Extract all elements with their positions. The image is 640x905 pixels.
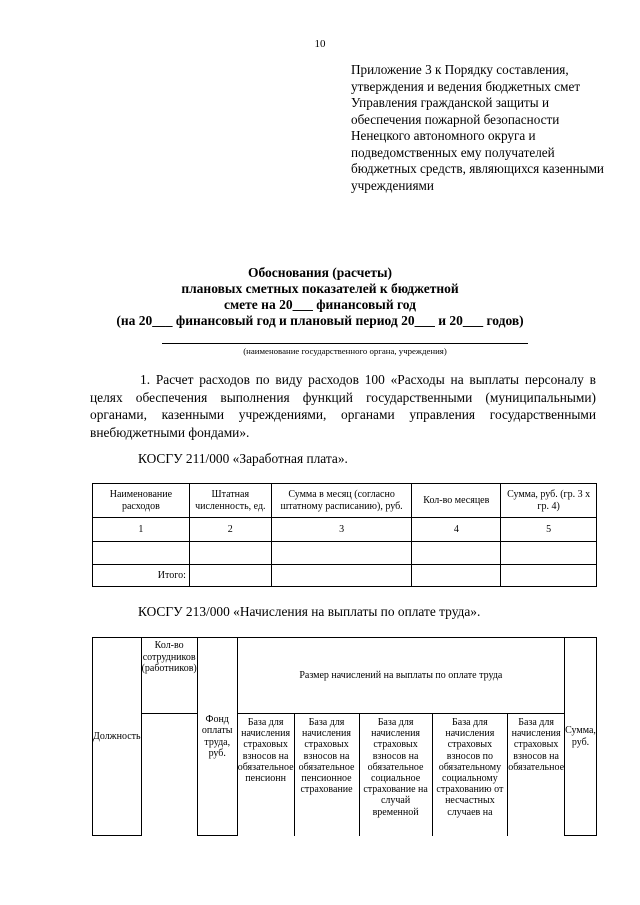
header-cell-sum: Сумма, руб. <box>565 638 597 836</box>
header-cell-staff-count: Штатная численность, ед. <box>189 484 271 518</box>
subheader-cell-accident-insurance-base: База для начисления страховых взносов по обязательному социальному страхованию от несчастных случаев на <box>432 714 508 836</box>
salary-table <box>92 483 597 587</box>
header-cell-payroll-fund: Фонд оплаты труда, руб. <box>197 638 237 836</box>
column-number-cell: 5 <box>501 518 597 542</box>
org-name-caption: (наименование государственного органа, учреждения) <box>243 346 447 356</box>
title-line-4: (на 20___ финансовый год и плановый период 20___ и 20___ годов) <box>116 313 524 328</box>
table-total-row <box>93 565 597 587</box>
document-title <box>90 265 550 329</box>
subheader-cell-temporary-disability-base: База для начисления страховых взносов на обязательное социальное страхование на случай временной <box>359 714 432 836</box>
column-number-cell: 4 <box>412 518 501 542</box>
kosgu-213-heading: КОСГУ 213/000 «Начисления на выплаты по оплате труда». <box>138 604 481 619</box>
table-row <box>93 542 597 565</box>
header-cell-position: Должность <box>93 638 142 836</box>
title-line-1: Обоснования (расчеты) <box>247 265 393 280</box>
empty-cell[interactable] <box>501 565 597 587</box>
contributions-table <box>92 637 597 836</box>
appendix-header: Приложение 3 к Порядку составления, утверждения и ведения бюджетных смет Управления гражданской защиты и обеспечения пожарной безопасности Ненецкого автономного округа и подведомственных ему получателей бюджетных средств, являющихся казенными учреждениями <box>351 62 604 193</box>
table-header-row <box>93 484 597 518</box>
title-line-3: смете на 20___ финансовый год <box>223 297 416 312</box>
subheader-cell-pension-base: База для начисления страховых взносов на обязательное пенсионн <box>237 714 294 836</box>
column-number-cell: 1 <box>93 518 190 542</box>
table-subheader-row <box>93 714 597 836</box>
header-cell-monthly-sum: Сумма в месяц (согласно штатному расписанию), руб. <box>271 484 412 518</box>
empty-cell <box>141 714 197 836</box>
header-cell-months-count: Кол-во месяцев <box>412 484 501 518</box>
subheader-cell-pension-insurance-base: База для начисления страховых взносов на обязательное пенсионное страхование <box>294 714 359 836</box>
header-cell-contributions-group: Размер начислений на выплаты по оплате труда <box>237 638 564 714</box>
empty-cell[interactable] <box>271 542 412 565</box>
header-cell-total-sum: Сумма, руб. (гр. 3 х гр. 4) <box>501 484 597 518</box>
empty-cell[interactable] <box>412 542 501 565</box>
empty-cell[interactable] <box>412 565 501 587</box>
header-cell-employees: Кол-во сотрудников (работников) <box>141 638 197 714</box>
empty-cell[interactable] <box>189 565 271 587</box>
empty-cell[interactable] <box>93 542 190 565</box>
empty-cell[interactable] <box>271 565 412 587</box>
table-number-row <box>93 518 597 542</box>
table-header-row <box>93 638 597 714</box>
column-number-cell: 3 <box>271 518 412 542</box>
org-name-blank-line <box>162 343 528 344</box>
subheader-cell-mandatory-base: База для начисления страховых взносов на обязательное <box>508 714 565 836</box>
column-number-cell: 2 <box>189 518 271 542</box>
kosgu-211-heading: КОСГУ 211/000 «Заработная плата». <box>138 451 348 466</box>
empty-cell[interactable] <box>501 542 597 565</box>
empty-cell[interactable] <box>189 542 271 565</box>
title-line-2: плановых сметных показателей к бюджетной <box>181 281 459 296</box>
header-cell-expense-name: Наименование расходов <box>93 484 190 518</box>
total-label: Итого: <box>93 565 190 587</box>
page-number: 10 <box>314 38 326 50</box>
section-1-paragraph: 1. Расчет расходов по виду расходов 100 «Расходы на выплаты персоналу в целях обеспечения выполнения функций государственными (муниципальными) органами, казенными учреждениями, органами управления государственными внебюджетными фондами». <box>90 372 596 440</box>
